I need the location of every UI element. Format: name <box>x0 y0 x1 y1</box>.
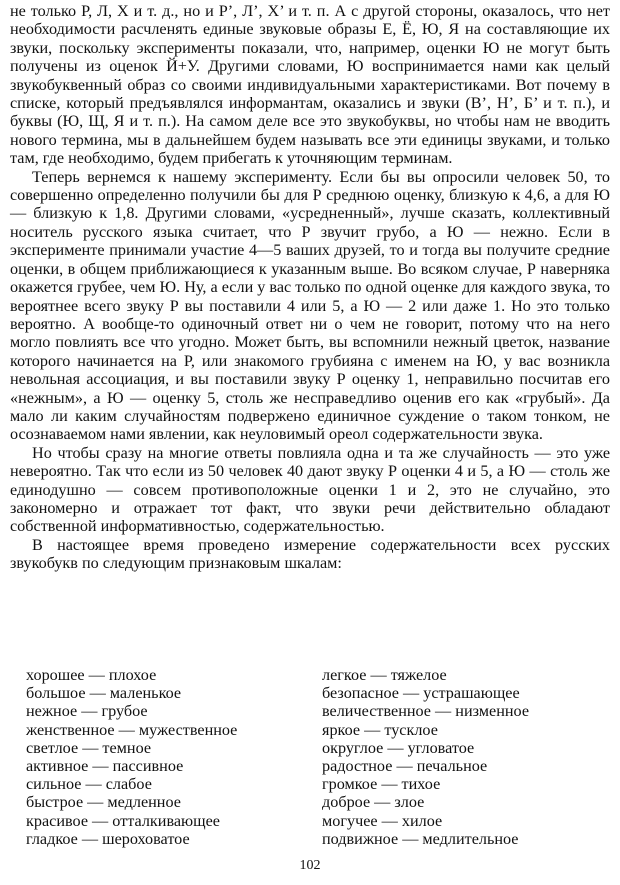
scale-item: хорошее — плохое <box>26 666 157 684</box>
scale-item: громкое — тихое <box>322 775 441 794</box>
scale-item: радостное — печальное <box>322 757 488 776</box>
scale-item: могучее — хилое <box>322 811 443 830</box>
scale-item: округлое — угловатое <box>322 738 475 757</box>
scale-item: светлое — темное <box>26 738 152 757</box>
scale-item: доброе — злое <box>322 793 425 812</box>
scale-item: сильное — слабое <box>26 775 152 794</box>
paragraph-2: Теперь вернемся к нашему эксперименту. Если бы вы опросили человек 50, то совершенно определенно получили бы для Р среднюю оценку, близкую к 4,6, а для Ю — близкую к 1,8. Другими словами, «усредненный», лучше сказать, коллективный носитель русского языка считает, что Р звучит грубо, а Ю — нежно. Если в эксперименте принимали участие 4—5 ваших друзей, то и тогда вы получите средние оценки, в общем приближающиеся к указанным выше. Во всяком случае, Р наверняка окажется грубее, чем Ю. Ну, а если у вас только по одной оценке для каждого звука, то вероятнее всего звуку Р вы поставили 4 или 5, а Ю — 2 или даже 1. Но это только вероятно. А вообще-то одиночный ответ ни о чем не говорит, потому что на него могло повлиять все что угодно. Может быть, вы вспомнили нежный цветок, название которого начинается на Р, или знакомого грубияна с именем на Ю, у вас возникла невольная ассоциация, и вы поставили звуку Р оценку 1, неправильно посчитав его «нежным», а Ю — оценку 5, столь же несправедливо оценив его как «грубый». Да мало ли каким случайностям подвержено единичное суждение о таком тонком, не осознаваемом нами явлении, как неуловимый ореол содержательности звука. <box>10 167 611 444</box>
scale-item: яркое — тусклое <box>322 720 438 739</box>
scale-item: величественное — низменное <box>322 702 529 721</box>
paragraph-4: В настоящее время проведено измерение содержательности всех русских звукобукв по следующим признаковым шкалам: <box>10 535 610 573</box>
scale-item: гладкое — шероховатое <box>26 829 190 848</box>
scale-item: безопасное — устрашающее <box>322 684 520 703</box>
scale-item: быстрое — медленное <box>26 793 181 812</box>
scale-item: женственное — мужественное <box>26 720 238 739</box>
scale-item: легкое — тяжелое <box>322 666 447 684</box>
scale-item: активное — пассивное <box>26 757 184 776</box>
scale-item: красивое — отталкивающее <box>26 811 220 830</box>
body-text <box>10 2 610 573</box>
scales-column-left <box>26 666 237 848</box>
scale-item: большое — маленькое <box>26 684 182 703</box>
paragraph-3: Но чтобы сразу на многие ответы повлияла одна и та же случайность — это уже невероятно. Так что если из 50 человек 40 дают звуку Р оценки 4 и 5, а Ю — столь же единодушно — совсем противоположные оценки 1 и 2, это не случайно, это закономерно и отражает тот факт, что звуки речи действительно обладают собственной информативностью, содержательностью. <box>10 443 610 536</box>
paragraph-1: не только Р, Л, Х и т. д., но и Р’, Л’, Х’ и т. п. А с другой стороны, оказалось, что нет необходимости расчленять единые звуковые образы Е, Ё, Ю, Я на составляющие их звуки, поскольку эксперименты показали, что, например, оценки Ю не могут быть получены из оценок Й+У. Другими словами, Ю воспринимается нами как целый звукобуквенный образ со своими индивидуальными характеристиками. Вот почему в списке, который предъявлялся информантам, оказались и звуки (В’, Н’, Б’ и т. п.), и буквы (Ю, Щ, Я и т. п.). На самом деле все это звукобуквы, но чтобы нам не вводить нового термина, мы в дальнейшем будем называть все эти единицы звуками, и только там, где необходимо, будем прибегать к уточняющим терминам. <box>10 2 610 168</box>
scale-item: нежное — грубое <box>26 702 148 721</box>
scales-column-right <box>322 666 529 848</box>
page-number: 102 <box>299 858 321 873</box>
scale-item: подвижное — медлительное <box>322 829 519 848</box>
